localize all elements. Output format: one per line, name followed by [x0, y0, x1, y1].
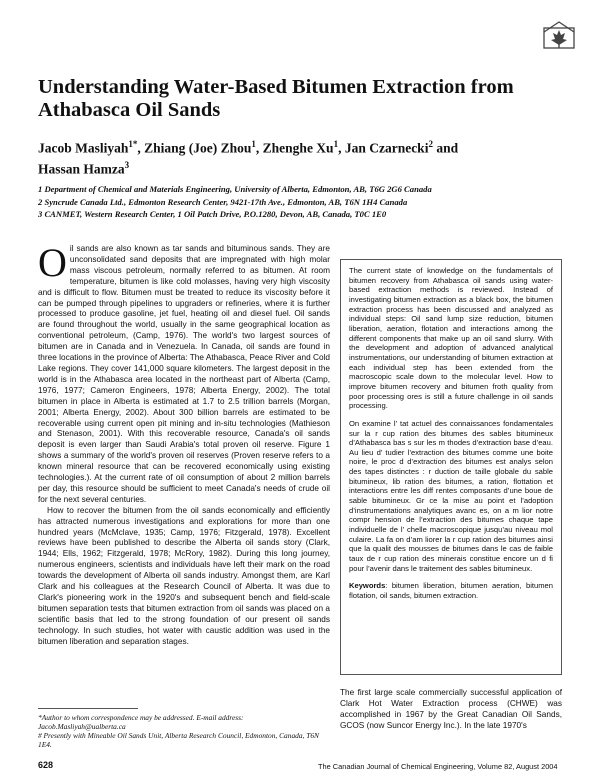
- author-affiliation-mark: 3: [124, 159, 130, 170]
- journal-logo-icon: [540, 18, 578, 56]
- page-number: 628: [38, 760, 54, 770]
- body-paragraph: How to recover the bitumen from the oil sands economically and efficiently has attracted numerous investigations and explorations for more than one hundred years (McMclave, 1935; Camp, 1976; Fitzgerald, 1978). Excellent reviews have been published to describe the Alberta oil sands story (Clark, 1944; Ells, 1962; Fitzgerald, 1978; McRory, 1982). During this long journey, numerous engineers, scientists and individuals have left their mark on the road towards the development of Alberta oil sands industry. Amongst them, are Karl Clark and his colleagues at the Research Council of Alberta. It was due to Clark's pioneering work in the 1920's and subsequent bench and field-scale bitumen separation tests that bitumen extraction from oil sands was placed on a scientific basis that led to the strong foundation of our present oil sands technology. In such studies, hot water with caustic addition was used in the bitumen liberation and separation stages.: [38, 505, 330, 646]
- footnote: *Author to whom correspondence may be addressed. E-mail address: Jacob.Masliyah@ualberta.ca: [38, 713, 244, 731]
- body-left-column: [38, 240, 330, 648]
- drop-cap: O: [38, 240, 67, 285]
- author-name: Jacob Masliyah: [38, 140, 129, 156]
- abstract-french: On examine l’ tat actuel des connaissances fondamentales sur la r cup ration des bitumes des sables bitumineux d’Athabasca bas s sur les m thodes d’extraction base d’eau. Au lieu d’ tudier l’extraction des bitumes comme une boite noire, le proc d d’extraction des bitumes est analys selon des tapes distinctes : r duction de taille globale du sable bitumineux, lib ration des bitumes, a ration, flottation et interactions entre les diff rentes composants d’une boue de sable bitumineux. Gr ce la mise au point et l’adoption d’instrumentations analytiques avanc es, on a m lior notre compr hension de l’extraction des bitumes chaque tape individuelle de l’ chelle macroscopique jusqu’au niveau mol culaire. La fa on d’am liorer la r cup ration des bitumes ainsi que la qualit des mousses de bitumes dans le cas de faible taux de r cup ration des minerais constitue encore un d fi pour l’avenir dans le traitement des sables bitumineux.: [349, 418, 553, 573]
- affiliations: [38, 183, 578, 221]
- affiliation-line: 3 CANMET, Western Research Center, 1 Oil Patch Drive, P.O.1280, Devon, AB, Canada, T0C 1E0: [38, 209, 387, 219]
- author-affiliation-mark: 2: [428, 139, 433, 149]
- author-list: Jacob Masliyah$^{1*}$, Zhiang (Joe) Zhou$^1$, Zhenghe Xu$^1$, Jan Czarnecki$^2$ and Hassan Hamza$^3$: [38, 139, 459, 176]
- author-affiliation-mark: 1: [251, 139, 256, 149]
- footnote-divider: [38, 708, 138, 709]
- footnote: # Presently with Mineable Oil Sands Unit, Alberta Research Council, Edmonton, Canada, T6N 1E4.: [38, 731, 319, 749]
- author-affiliation-mark: 1: [333, 139, 339, 149]
- footnotes: [38, 713, 330, 749]
- body-paragraph: Oil sands are also known as tar sands and bituminous sands. They are unconsolidated sand deposits that are impregnated with high molar mass viscous petroleum, normally referred to as bitumen. At room temperature, bitumen is like cold molasses, having very high viscosity and is difficult to flow. Bitumen must be treated to reduce its viscosity before it can be pumped through pipelines to upgraders or refineries, where it is further processed to produce gasoline, jet fuel, heating oil and diesel fuel. Oil sands are found throughout the world, usually in the same geographical location as conventional petroleum, (Camp, 1976). The world's two largest sources of bitumen are in Canada and in Venezuela. In Canada, oil sands are found in three locations in the province of Alberta: The Athabasca, Peace River and Cold Lake regions. They cover 141,000 square kilometers. The largest deposit in the world is in the Athabasca area located in the northeast part of Alberta (Camp, 1976, 1977; Cameron Engineers, 1978; Alberta Energy, 2002). The total bitumen in place in Alberta is estimated at 1.7 to 2.5 trillion barrels (Morgan, 2001; Alberta Energy, 2002). About 300 billion barrels are estimated to be recoverable using current open pit mining and in-situ technologies (Mathieson and Stenason, 2001). With this recoverable resource, Canada's oil sands deposit is even larger than Saudi Arabia's total proven oil reserve. Figure 1 shows a summary of the world's proven oil reserves (Proven reserve refers to a known mineral resource that can be recovered economically using existing technologies.). At the current rate of oil consumption of about 2 million barrels per day, this resource should be sufficient to meet Canada's needs of crude oil for the next several centuries.: [38, 240, 330, 504]
- body-paragraph: The first large scale commercially successful application of Clark Hot Water Extraction process (CHWE) was accomplished in 1967 by the Great Canadian Oil Sands, GCOS (now Suncor Energy Inc.). In the late 1970's: [340, 688, 562, 730]
- author-name: Zhiang (Joe) Zhou: [144, 140, 252, 156]
- keywords: Keywords: bitumen liberation, bitumen aeration, bitumen flotation, oil sands, bitumen extraction.: [349, 581, 553, 600]
- author-name: Hassan Hamza: [38, 161, 125, 176]
- affiliation-line: 2 Syncrude Canada Ltd., Edmonton Research Center, 9421-17th Ave., Edmonton, AB, T6N 1H4 Canada: [38, 196, 408, 207]
- author-name: Jan Czarnecki: [344, 140, 429, 156]
- article-title: Understanding Water-Based Bitumen Extraction from Athabasca Oil Sands: [38, 76, 514, 121]
- body-right-column: [340, 688, 562, 732]
- journal-citation: The Canadian Journal of Chemical Engineering, Volume 82, August 2004: [318, 762, 558, 771]
- author-affiliation-mark: 1*: [128, 139, 138, 149]
- author-name: Zhenghe Xu: [262, 140, 334, 156]
- affiliation-line: 1 Department of Chemical and Materials Engineering, University of Alberta, Edmonton, AB, T6G 2G6 Canada: [38, 184, 432, 194]
- abstract-box: [340, 259, 562, 675]
- abstract-english: The current state of knowledge on the fundamentals of bitumen recovery from Athabasca oil sands using water-based extraction methods is reviewed. Instead of investigating bitumen extraction as a black box, the bitumen extraction process has been discussed and analyzed as individual steps: Oil sand lump size reduction, bitumen liberation, aeration, flotation and interactions among the different components that make up an oil sand slurry. With the development and adoption of advanced analytical instrumentations, our understanding of bitumen extraction at each individual step has been extended from the macroscopic scale down to the molecular level. How to improve bitumen recovery and bitumen froth quality from poor processing ores is still a future challenge in oil sands processing.: [349, 266, 553, 411]
- keywords-label: Keywords: [349, 581, 386, 591]
